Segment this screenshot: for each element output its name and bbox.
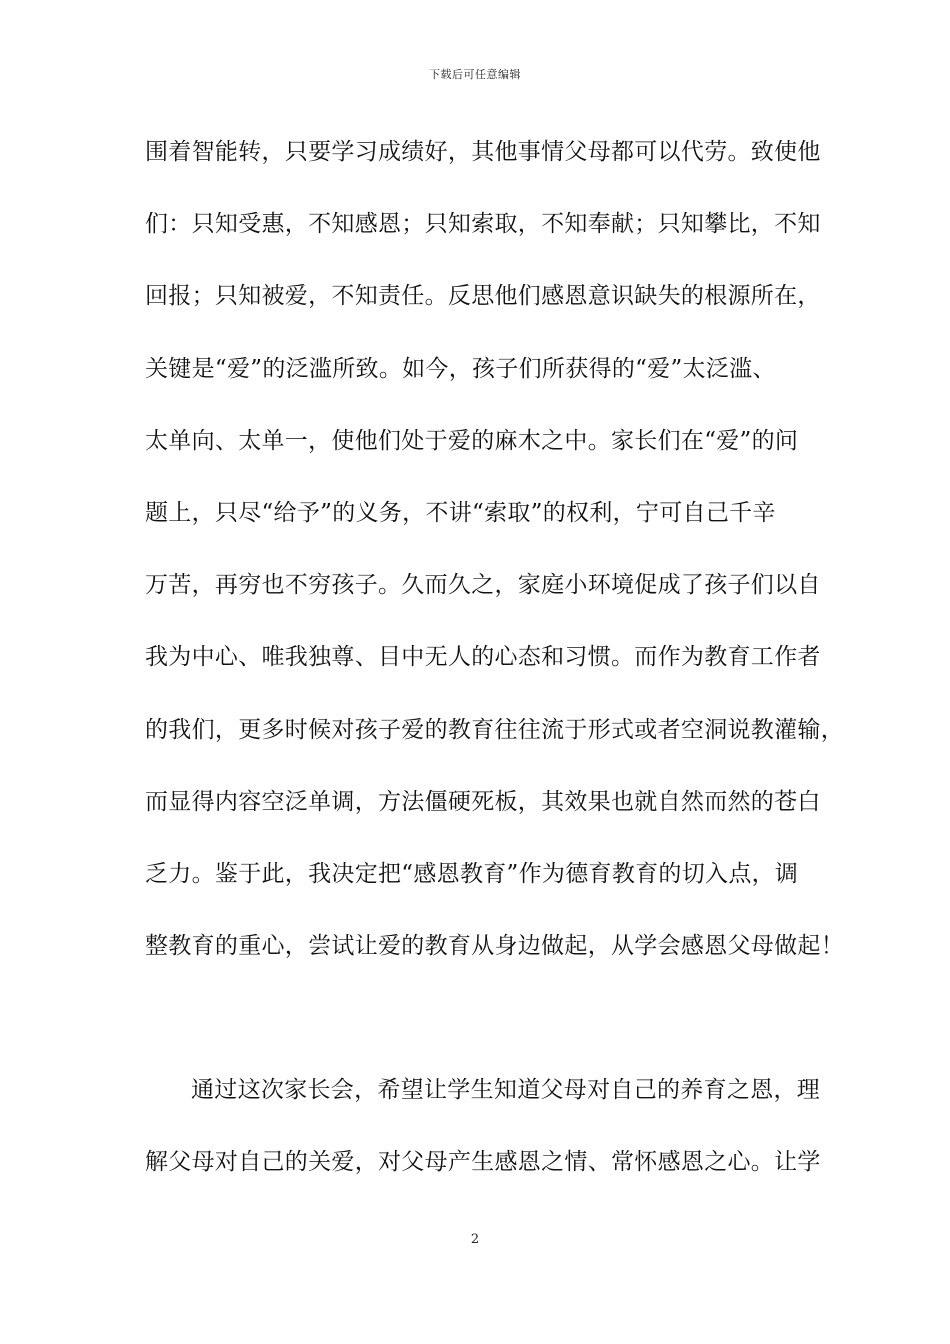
text-line: 回报；只知被爱，不知责任。反思他们感恩意识缺失的根源所在， (145, 283, 821, 310)
text-line: 我为中心、唯我独尊、目中无人的心态和习惯。而作为教育工作者 (145, 644, 821, 671)
text-line: 整教育的重心，尝试让爱的教育从身边做起，从学会感恩父母做起！ (145, 933, 844, 960)
text-line: 解父母对自己的关爱，对父母产生感恩之情、常怀感恩之心。让学 (145, 1149, 821, 1176)
text-line: 们：只知受惠，不知感恩；只知索取，不知奉献；只知攀比，不知 (145, 211, 821, 238)
text-line: 太单向、太单一，使他们处于爱的麻木之中。家长们在“爱”的问 (145, 427, 799, 454)
paragraph-2 (145, 1066, 845, 1210)
page-number: 2 (470, 1232, 480, 1247)
text-line: 通过这次家长会，希望让学生知道父母对自己的养育之恩，理 (191, 1077, 821, 1104)
text-line: 乏力。鉴于此，我决定把“感恩教育”作为德育教育的切入点，调 (145, 860, 799, 887)
text-line: 围着智能转，只要学习成绩好，其他事情父母都可以代劳。致使他 (145, 139, 821, 165)
text-line: 题上，只尽“给予”的义务，不讲“索取”的权利，宁可自己千辛 (145, 499, 776, 526)
document-body (145, 128, 845, 1211)
text-line: 万苦，再穷也不穷孩子。久而久之，家庭小环境促成了孩子们以自 (145, 572, 821, 599)
paragraph-1 (145, 128, 845, 994)
text-line: 的我们，更多时候对孩子爱的教育往往流于形式或者空洞说教灌输， (145, 716, 844, 743)
page-header: 下载后可任意编辑 (429, 68, 521, 81)
paragraph-spacer (145, 994, 845, 1066)
text-line: 关键是“爱”的泛滥所致。如今，孩子们所获得的“爱”太泛滥、 (145, 355, 776, 382)
text-line: 而显得内容空泛单调，方法僵硬死板，其效果也就自然而然的苍白 (145, 788, 821, 815)
